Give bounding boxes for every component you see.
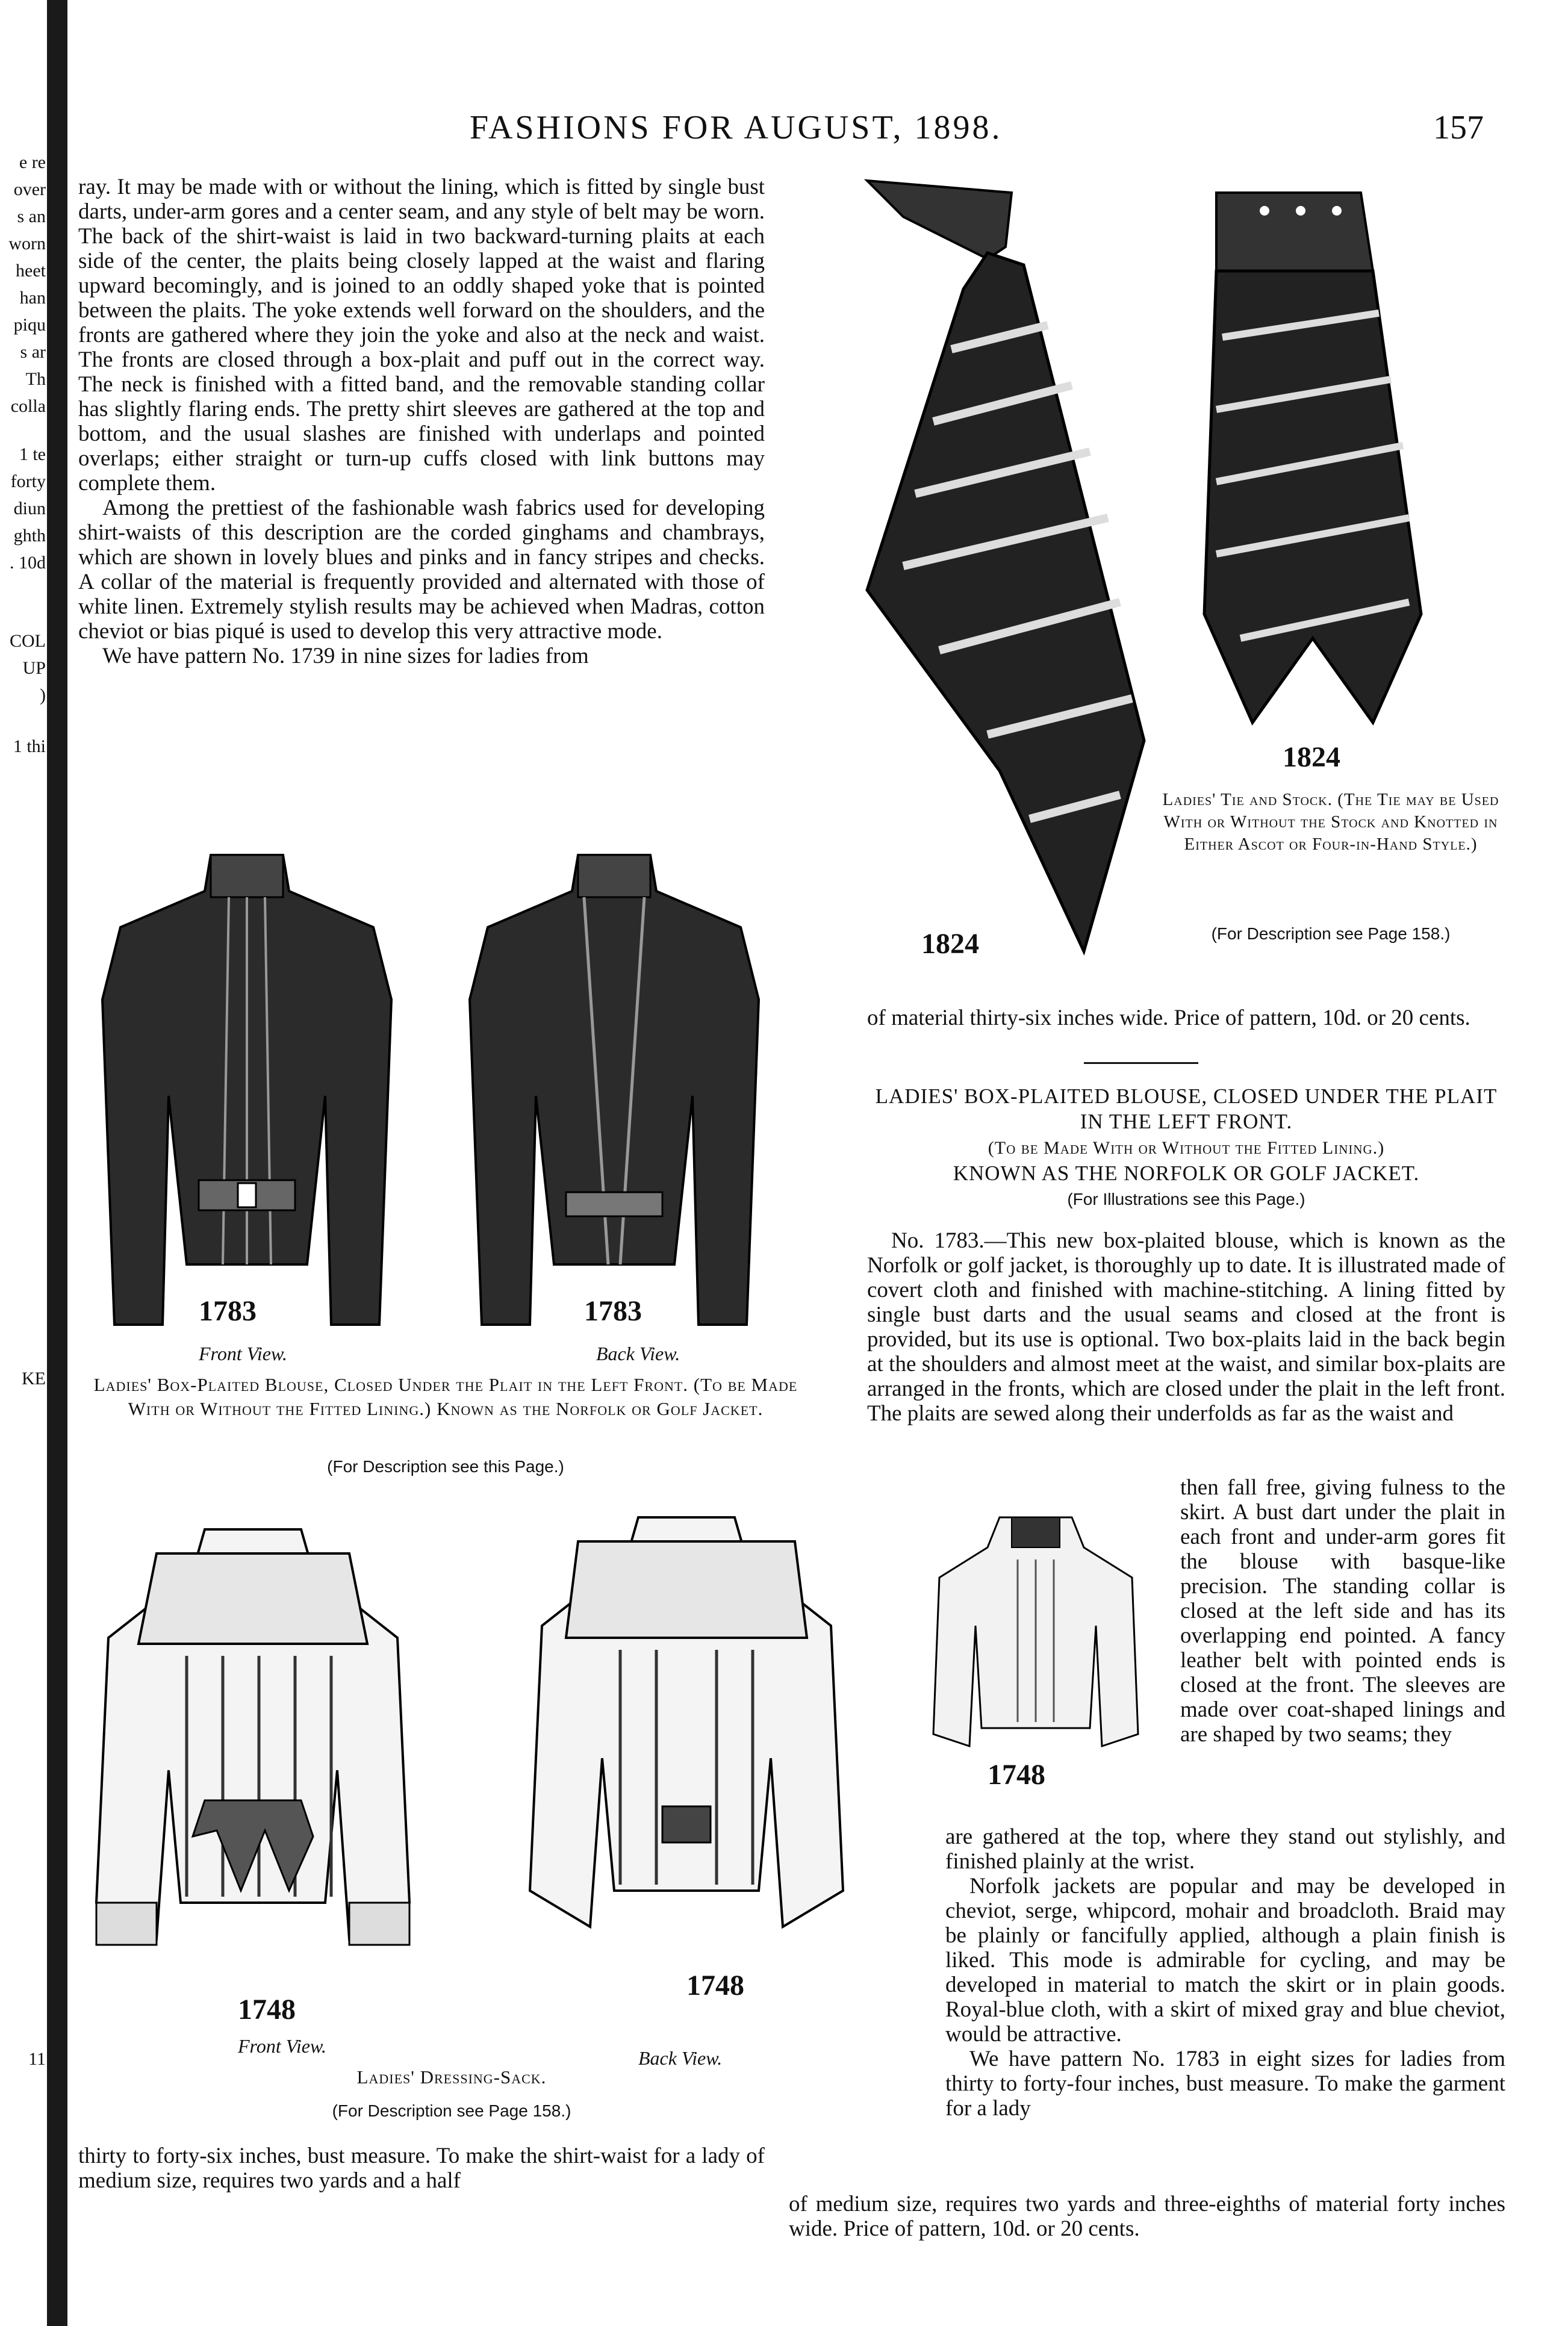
page-header [0,108,1568,157]
heading-main: LADIES' BOX-PLAITED BLOUSE, CLOSED UNDER THE PLAIT IN THE LEFT FRONT. [875,1084,1498,1133]
left-column-bottom-text [78,2144,765,2193]
margin-fragment: over [13,179,46,199]
paragraph: ray. It may be made with or without the lining, which is fitted by single bust darts, under-arm gores and a center seam, and any style of belt may be worn. The back of the shirt-waist is laid in two backward-turning plaits at each side of the center, the plaits being closely lapped at the waist and flaring upward becomingly, and is joined to an oddly shaped yoke that is pointed between the plaits. The yoke extends well forward on the shoulders, and the fronts are gathered where they join the yoke and also at the neck and waist. The fronts are closed through a box-plait and puff out in the correct way. The neck is finished with a fitted band, and the removable standing collar has slightly flaring ends. The pretty shirt sleeves are gathered at the top and bottom, and the usual slashes are finished with underlaps and pointed overlaps; either straight or turn-up cuffs closed with link buttons may complete them. [78,175,765,496]
right-column-para1-wrap [1180,1475,1505,1747]
heading-note: (For Illustrations see this Page.) [1067,1190,1305,1208]
margin-fragment: ghth [13,526,46,546]
right-column-para1 [867,1228,1505,1426]
margin-fragment: e re [19,152,46,172]
margin-fragment: forty [10,471,46,491]
right-column-continuation [867,1006,1505,1030]
figure-caption: Ladies' Tie and Stock. (The Tie may be Used With or Without the Stock and Knotted in Either Ascot or Four-in-Hand Style.) [1162,790,1499,854]
margin-fragment: 1 te [19,444,46,464]
figure-caption: Ladies' Box-Plaited Blouse, Closed Under the Plait in the Left Front. (To be Made With or Without the Fitted Lining.) Known as the Norfolk or Golf Jacket. [93,1374,798,1419]
right-column-para-end [945,1824,1505,2121]
section-heading [867,1084,1505,1209]
figure-view-label: Back View. [638,2047,723,2069]
page-number: 157 [1433,109,1484,146]
margin-fragment: s an [17,207,46,226]
figure-number: 1748 [238,1994,296,2026]
paragraph: We have pattern No. 1783 in eight sizes for ladies from thirty to forty-four inches, bust measure. To make the garment for a lady [945,2047,1505,2121]
margin-fragment: heet [16,261,46,281]
paragraph: of material thirty-six inches wide. Price of pattern, 10d. or 20 cents. [867,1006,1470,1030]
figure-view-label: Front View. [238,2035,326,2057]
margin-fragment: 1 thi [13,736,46,756]
margin-fragment: han [19,288,46,308]
margin-fragment: colla [10,396,46,416]
paragraph: We have pattern No. 1739 in nine sizes for ladies from [102,644,589,668]
margin-fragment: s ar [20,342,46,362]
figure-number: 1783 [199,1295,257,1327]
dressing-sack-front-illustration [84,1517,422,2017]
figure-number: 1783 [584,1295,642,1327]
dressing-sack-small-illustration [927,1505,1144,1770]
figure-number: 1824 [921,928,979,960]
dressing-sack-back-illustration [518,1505,855,2005]
paragraph: No. 1783.—This new box-plaited blouse, which is known as the Norfolk or golf jacket, is thoroughly up to date. It is illustrated made of covert cloth and finished with machine-stitching. A lining fitted by single bust darts and the usual seams and closed at the front is provided, but its use is optional. Two box-plaits laid in the back begin at the shoulders and almost meet at the waist, and similar box-plaits are arranged in the fronts, which are closed under the plait in the left front. The plaits are sewed along their underfolds as far as the waist and [867,1228,1505,1426]
figure-caption: Ladies' Dressing-Sack. [356,2066,547,2088]
paragraph: thirty to forty-six inches, bust measure. To make the shirt-waist for a lady of medium size, requires two yards and a half [78,2144,765,2193]
figure-view-label: Front View. [199,1343,287,1364]
margin-fragment: . 10d [10,553,46,573]
paragraph: are gathered at the top, where they stand out stylishly, and finished plainly at the wrist. [945,1824,1505,1874]
heading-paren: (To be Made With or Without the Fitted Lining.) [988,1138,1385,1158]
heading-known: KNOWN AS THE NORFOLK OR GOLF JACKET. [953,1161,1420,1185]
figure-view-label: Back View. [596,1343,680,1364]
figure-number: 1748 [988,1759,1045,1791]
margin-fragment: piqu [13,315,46,335]
margin-fragment: Th [25,369,46,389]
paragraph: Norfolk jackets are popular and may be developed in cheviot, serge, whipcord, mohair and broadcloth. Braid may be plainly or fancifully applied, although a plain finish is liked. This mode is admirable for cycling, and may be developed in material to match the skirt or in plain goods. Royal-blue cloth, with a skirt of mixed gray and blue cheviot, would be attractive. [945,1874,1505,2047]
figure-number: 1748 [686,1970,744,2001]
blouse-back-illustration [458,843,771,1337]
margin-fragment: COL [10,631,46,651]
stock-illustration [1180,181,1439,735]
figure-see-note: (For Description see this Page.) [327,1457,564,1476]
paragraph: of medium size, requires two yards and three-eighths of material forty inches wide. Price of pattern, 10d. or 20 cents. [789,2192,1505,2241]
figure-see-note: (For Description see Page 158.) [332,2101,571,2120]
blouse-front-illustration [90,843,403,1337]
left-column-text [78,175,765,668]
running-title: FASHIONS FOR AUGUST, 1898. [470,109,1003,146]
margin-fragment: worn [8,234,46,253]
figure-see-note: (For Description see Page 158.) [1211,924,1451,943]
margin-fragment: ) [40,685,46,705]
paragraph: then fall free, giving fulness to the skirt. A bust dart under the plait in each front and under-arm gores fit the blouse with basque-like precision. The standing collar is closed at the left side and has its overlapping end pointed. A fancy leather belt with pointed ends is closed at the front. The sleeves are made over coat-shaped linings and are shaped by two seams; they [1180,1475,1505,1747]
binding-edge [47,0,67,2326]
section-divider [1084,1062,1198,1064]
margin-fragment: diun [13,499,46,518]
figure-number: 1824 [1283,741,1340,773]
paragraph: Among the prettiest of the fashionable wash fabrics used for developing shirt-waists of this description are the corded ginghams and chambrays, which are shown in lovely blues and pinks and in fancy stripes and checks. A collar of the material is frequently provided and alternated with those of white linen. Extremely stylish results may be achieved when Madras, cotton cheviot or bias piqué is used to develop this very attractive mode. [78,496,765,644]
margin-fragment: UP [22,658,46,678]
tie-illustration [831,169,1168,963]
margin-fragment: KE [22,1369,46,1388]
right-column-bottom-text [789,2192,1505,2241]
margin-fragment: 11 [28,2049,46,2069]
